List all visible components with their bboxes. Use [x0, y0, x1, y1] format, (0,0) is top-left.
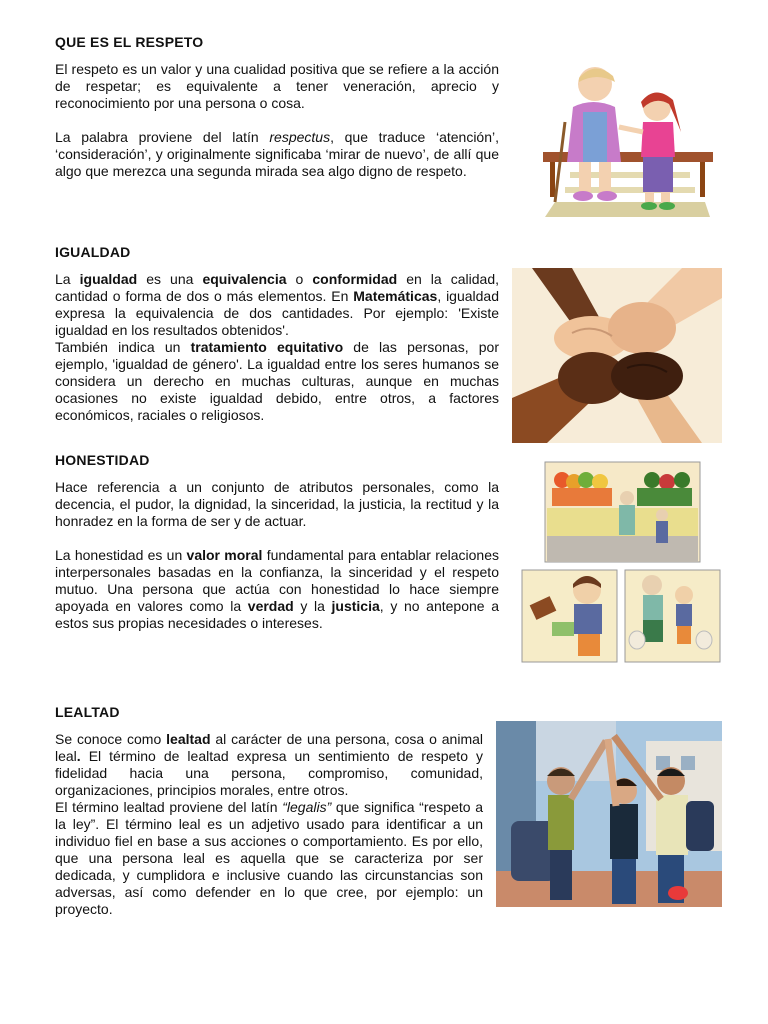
honestidad-paragraph-2: La honestidad es un valor moral fundamental para entablar relaciones interpersonales basadas en la confianza, la sinceridad y el respeto mutuo. Una persona que actúa con honestidad lo hace siempre apoyada en valores como la verdad y la justicia, y no antepone a estos sus propias necesidades o intereses.: [55, 547, 500, 631]
igualdad-paragraph-2: También indica un tratamiento equitativo de las personas, por ejemplo, 'igualdad de género'. La igualdad entre los seres humanos se considera un derecho en muchas culturas, aunque en muchas ocasiones no existe igualdad debido, entre otros, a factores económicos, raciales o religiosos.: [55, 339, 499, 423]
section-respeto: [55, 34, 499, 180]
market-comic-icon: [512, 460, 722, 665]
heading-igualdad: IGUALDAD: [55, 244, 131, 260]
igualdad-paragraph-1: La igualdad es una equivalencia o conformidad en la calidad, cantidad o forma de dos o más elementos. En Matemáticas, igualdad expresa la equivalencia de dos cantidades. Por ejemplo: 'Existe igualdad en los resultados obtenidos'.: [55, 271, 500, 338]
lealtad-paragraph-2: El término lealtad proviene del latín “legalis” que significa “respeto a la ley”. El término leal es un adjetivo usado para identificar a un individuo fiel en base a sus acciones o comportamiento. Es por ello, que una persona leal es aquella que se caracteriza por ser dedicada, y cumplidora e inclusive cuando las circunstancias son adversas, así como defender en lo que cree, por ejemplo: un proyecto.: [55, 799, 483, 917]
honestidad-comic: [512, 460, 722, 665]
respeto-paragraph-1: El respeto es un valor y una cualidad positiva que se refiere a la acción de respetar; es equivalente a tener veneración, aprecio y reconocimiento por una persona o cosa.: [55, 61, 499, 111]
section-honestidad: [55, 452, 499, 632]
kids-high-five-icon: [496, 721, 722, 907]
heading-honestidad: HONESTIDAD: [55, 452, 150, 468]
respeto-paragraph-2: La palabra proviene del latín respectus, que traduce ‘atención’, ‘consideración’, y originalmente significaba ‘mirar de nuevo’, de allí que algo que merezca una segunda mirada sea algo digno de respeto.: [55, 129, 500, 179]
section-lealtad: [55, 704, 483, 918]
igualdad-photo: [512, 268, 722, 443]
elderly-woman-crossing-icon: [535, 52, 720, 222]
heading-lealtad: LEALTAD: [55, 704, 120, 720]
respeto-illustration: [535, 52, 720, 222]
joined-hands-icon: [512, 268, 722, 443]
section-igualdad: [55, 244, 499, 424]
lealtad-photo: [496, 721, 722, 907]
heading-respeto: QUE ES EL RESPETO: [55, 34, 204, 50]
honestidad-paragraph-1: Hace referencia a un conjunto de atributos personales, como la decencia, el pudor, la dignidad, la sinceridad, la justicia, la rectitud y la honradez en la forma de ser y de actuar.: [55, 479, 499, 529]
lealtad-paragraph-1: Se conoce como lealtad al carácter de una persona, cosa o animal leal. El término de lealtad expresa un sentimiento de respeto y fidelidad hacia una persona, compromiso, comunidad, organizaciones, principios morales, entre otros.: [55, 731, 483, 798]
